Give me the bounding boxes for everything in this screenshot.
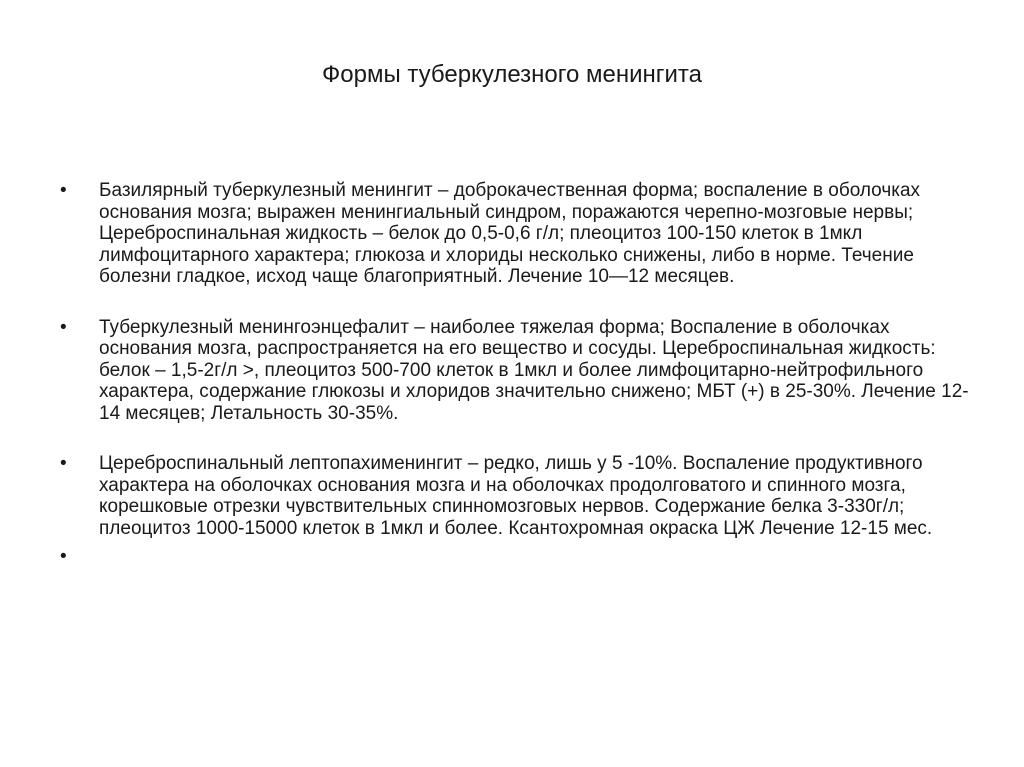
bullet-marker: • bbox=[60, 180, 67, 201]
bullet-item-meningoencephalitis bbox=[60, 317, 980, 425]
bullet-text: Туберкулезный менингоэнцефалит – наиболее тяжелая форма; Воспаление в оболочках основания мозга, распространяется на его вещество и сосуды. Цереброспинальная жидкость: белок – 1,5-2г/л >, плеоцитоз 500-700 клеток в 1мкл и более лимфоцитарно-нейтрофильного характера, содержание глюкозы и хлоридов значительно снижено; МБТ (+) в 25-30%. Лечение 12-14 месяцев; Летальность 30-35%. bbox=[99, 316, 969, 424]
bullet-text: Базилярный туберкулезный менингит – доброкачественная форма; воспаление в оболочках основания мозга; выражен менингиальный синдром, поражаются черепно-мозговые нервы; Цереброспинальная жидкость – белок до 0,5-0,6 г/л; плеоцитоз 100-150 клеток в 1мкл лимфоцитарного характера; глюкоза и хлориды несколько снижены, либо в норме. Течение болезни гладкое, исход чаще благоприятный. Лечение 10—12 месяцев. bbox=[99, 180, 921, 287]
bullet-item-basilar bbox=[60, 180, 980, 288]
bullet-item-empty bbox=[60, 546, 980, 568]
slide-title: Формы туберкулезного менингита bbox=[322, 61, 702, 88]
bullet-list bbox=[60, 180, 980, 568]
bullet-marker: • bbox=[60, 316, 67, 338]
bullet-marker: • bbox=[60, 546, 67, 567]
bullet-text: Цереброспинальный лептопахименингит – редко, лишь у 5 -10%. Воспаление продуктивного характера на оболочках основания мозга и на оболочках продолговатого и спинного мозга, корешковые отрезки чувствительных спинномозговых нервов. Содержание белка 3-330г/л; плеоцитоз 1000-15000 клеток в 1мкл и более. Ксантохромная окраска ЦЖ Лечение 12-15 мес. bbox=[99, 453, 933, 539]
bullet-item-leptopachymeningitis bbox=[60, 453, 980, 539]
bullet-marker: • bbox=[60, 453, 67, 474]
